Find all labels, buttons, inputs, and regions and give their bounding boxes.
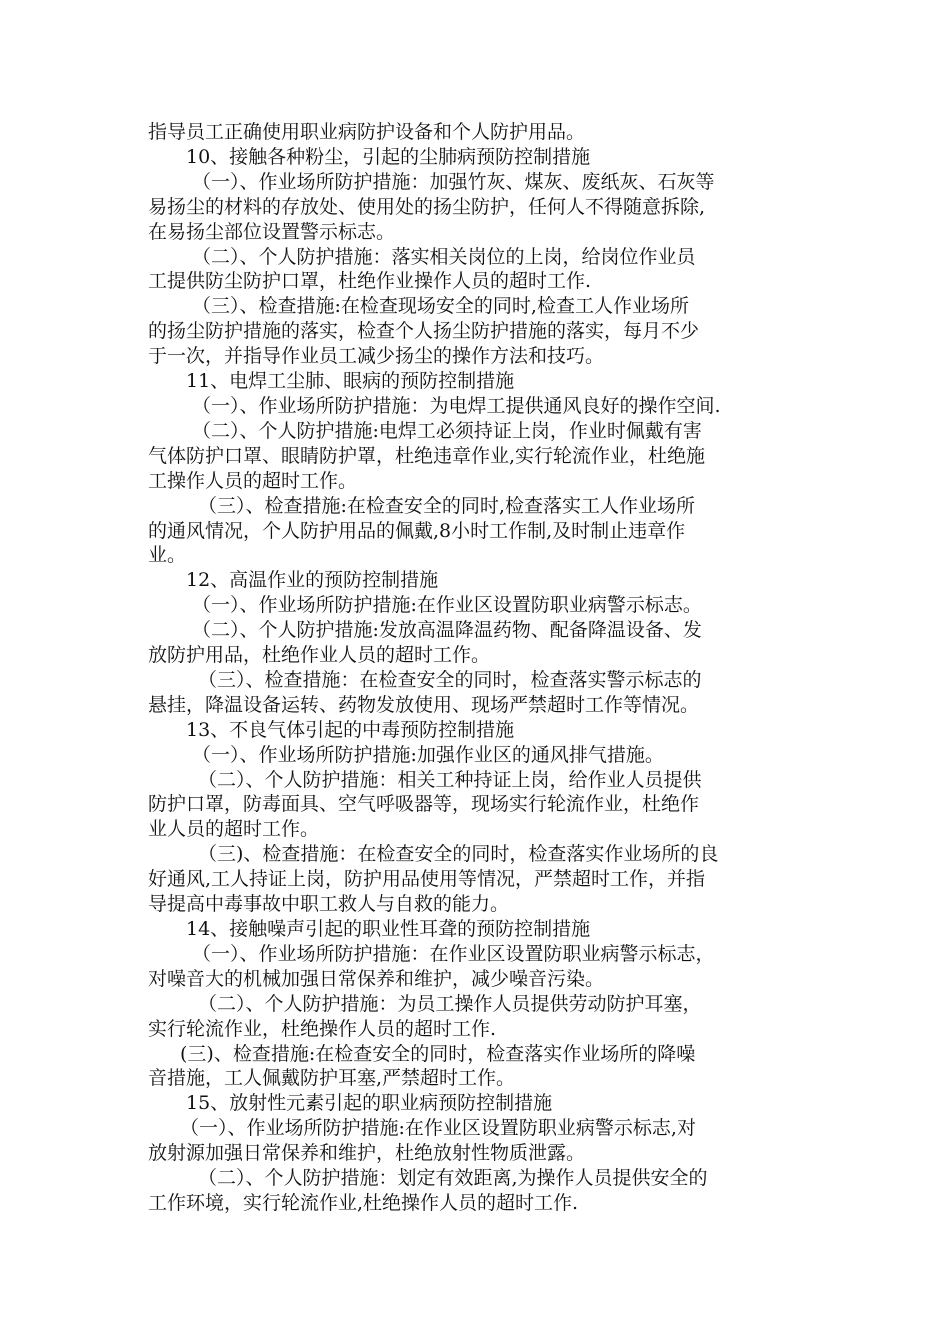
text-line: 的通风情况，个人防护用品的佩戴,8小时工作制,及时制止违章作	[148, 519, 686, 542]
text-line: （一）、作业场所防护措施:在作业区设置防职业病警示标志,对	[180, 1117, 696, 1140]
text-line: 工操作人员的超时工作。	[148, 469, 358, 492]
text-line: 在易扬尘部位设置警示标志。	[148, 220, 396, 243]
text-line: （二）、个人防护措施:电焊工必须持证上岗，作业时佩戴有害	[192, 419, 702, 442]
text-line: 音措施，工人佩戴防护耳塞,严禁超时工作。	[148, 1067, 516, 1090]
text-line: 放射源加强日常保养和维护，杜绝放射性物质泄露。	[148, 1142, 586, 1165]
text-line: 工提供防尘防护口罩，杜绝作业操作人员的超时工作.	[148, 270, 592, 293]
text-line: 易扬尘的材料的存放处、使用处的扬尘防护，任何人不得随意拆除,	[148, 195, 706, 218]
text-line: 对噪音大的机械加强日常保养和维护，减少噪音污染。	[148, 967, 605, 990]
text-line: 指导员工正确使用职业病防护设备和个人防护用品。	[148, 121, 586, 143]
text-line: 实行轮流作业，杜绝操作人员的超时工作.	[148, 1017, 497, 1040]
section-heading-12: 12、高温作业的预防控制措施	[186, 569, 439, 592]
section-heading-13: 13、不良气体引起的中毒预防控制措施	[186, 718, 515, 741]
text-line: （三）、检查措施:在检查现场安全的同时,检查工人作业场所	[192, 295, 689, 318]
text-line: 业人员的超时工作。	[148, 818, 320, 841]
section-heading-11: 11、电焊工尘肺、眼病的预防控制措施	[186, 370, 515, 393]
section-heading-15: 15、放射性元素引起的职业病预防控制措施	[186, 1092, 553, 1115]
text-line: （二）、个人防护措施：落实相关岗位的上岗，给岗位作业员	[192, 245, 696, 268]
text-line: 气体防护口罩、眼睛防护罩，杜绝违章作业,实行轮流作业，杜绝施	[148, 444, 706, 467]
text-line: 业。	[148, 544, 187, 567]
text-line: （一）、作业场所防护措施:加强作业区的通风排气措施。	[192, 743, 664, 766]
text-line: 工作环境，实行轮流作业,杜绝操作人员的超时工作.	[148, 1191, 579, 1214]
text-line: （三)、检查措施：在检查安全的同时，检查落实作业场所的良	[198, 843, 719, 866]
text-line: （一）、作业场所防护措施：为电焊工提供通风良好的操作空间.	[192, 394, 721, 417]
text-line: （一）、作业场所防护措施:在作业区设置防职业病警示标志。	[192, 594, 702, 617]
text-line: 导提高中毒事故中职工救人与自救的能力。	[148, 893, 510, 916]
text-line: （三）、检查措施:在检查安全的同时,检查落实工人作业场所	[198, 494, 695, 517]
text-line: 放防护用品，杜绝作业人员的超时工作。	[148, 644, 491, 667]
text-line: （一）、作业场所防护措施：在作业区设置防职业病警示标志，	[192, 942, 715, 965]
section-heading-10: 10、接触各种粉尘，引起的尘肺病预防控制措施	[186, 145, 591, 168]
text-line: 好通风,工人持证上岗，防护用品使用等情况，严禁超时工作，并指	[148, 868, 706, 891]
document-body	[148, 120, 813, 1216]
text-line: 悬挂，降温设备运转、药物发放使用、现场严禁超时工作等情况。	[148, 693, 700, 716]
text-line: （二）、个人防护措施:发放高温降温药物、配备降温设备、发	[192, 619, 702, 642]
section-heading-14: 14、接触噪声引起的职业性耳聋的预防控制措施	[186, 918, 591, 940]
text-line: 于一次，并指导作业员工减少扬尘的操作方法和技巧。	[148, 345, 605, 368]
text-line: （二）、个人防护措施：为员工操作人员提供劳动防护耳塞，	[198, 992, 702, 1015]
text-line: （三）、检查措施：在检查安全的同时，检查落实警示标志的	[198, 668, 702, 691]
text-line: 的扬尘防护措施的落实，检查个人扬尘防护措施的落实，每月不少	[148, 320, 700, 343]
text-line: （二）、个人防护措施：相关工种持证上岗，给作业人员提供	[198, 768, 702, 791]
text-line: （二）、个人防护措施：划定有效距离,为操作人员提供安全的	[198, 1167, 708, 1190]
text-line: (三)、检查措施:在检查安全的同时，检查落实作业场所的降噪	[180, 1042, 696, 1065]
text-line: （一）、作业场所防护措施：加强竹灰、煤灰、废纸灰、石灰等	[192, 170, 715, 193]
text-line: 防护口罩，防毒面具、空气呼吸器等，现场实行轮流作业，杜绝作	[148, 793, 700, 816]
